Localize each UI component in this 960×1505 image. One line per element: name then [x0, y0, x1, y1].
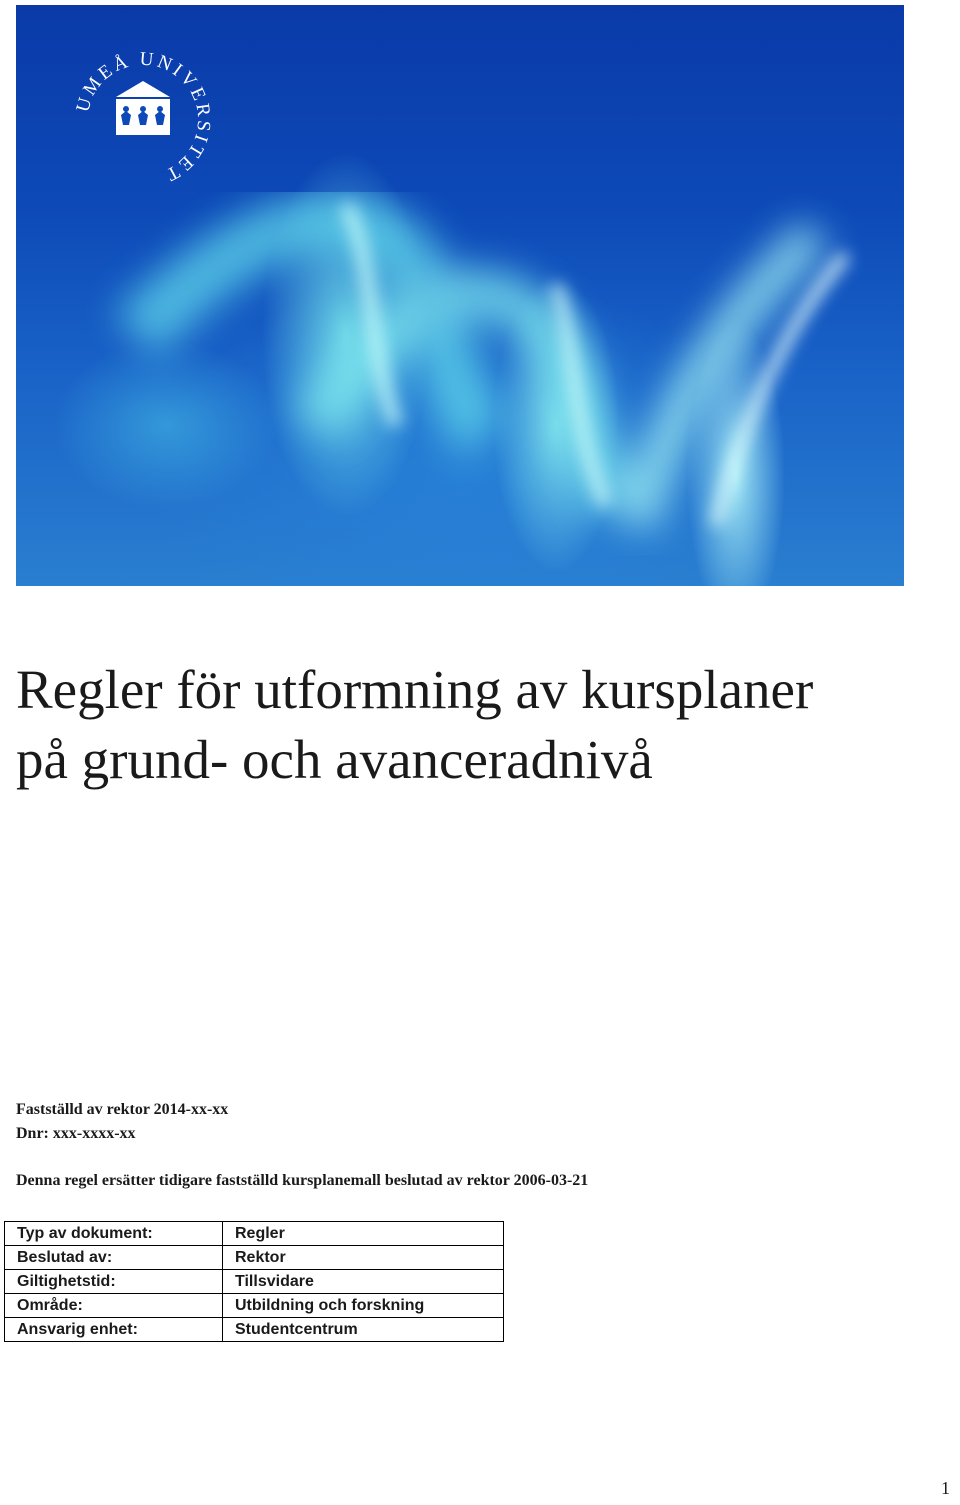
established-line: Fastställd av rektor 2014-xx-xx [16, 1101, 229, 1118]
info-label: Typ av dokument: [5, 1222, 223, 1246]
document-title [16, 655, 946, 795]
table-row [5, 1294, 504, 1318]
svg-text:UMEÅ UNIVERSITET: UMEÅ UNIVERSITET [72, 48, 215, 187]
info-value: Tillsvidare [223, 1270, 504, 1294]
table-row [5, 1222, 504, 1246]
document-meta [16, 1098, 228, 1146]
info-value: Studentcentrum [223, 1318, 504, 1342]
university-seal [68, 45, 218, 195]
title-line-2: på grund- och avanceradnivå [16, 729, 653, 790]
info-value: Utbildning och forskning [223, 1294, 504, 1318]
info-label: Område: [5, 1294, 223, 1318]
title-line-1: Regler för utformning av kursplaner [16, 659, 814, 720]
table-row [5, 1318, 504, 1342]
replaces-note: Denna regel ersätter tidigare fastställd kursplanemall beslutad av rektor 2006-03-21 [16, 1172, 589, 1189]
table-row [5, 1246, 504, 1270]
info-label: Beslutad av: [5, 1246, 223, 1270]
info-value: Rektor [223, 1246, 504, 1270]
page-number: 1 [941, 1478, 950, 1498]
cover-image [16, 5, 904, 586]
info-value: Regler [223, 1222, 504, 1246]
info-label: Giltighetstid: [5, 1270, 223, 1294]
dnr-line: Dnr: xxx-xxxx-xx [16, 1125, 136, 1142]
table-row [5, 1270, 504, 1294]
info-label: Ansvarig enhet: [5, 1318, 223, 1342]
document-info-table [4, 1221, 504, 1342]
